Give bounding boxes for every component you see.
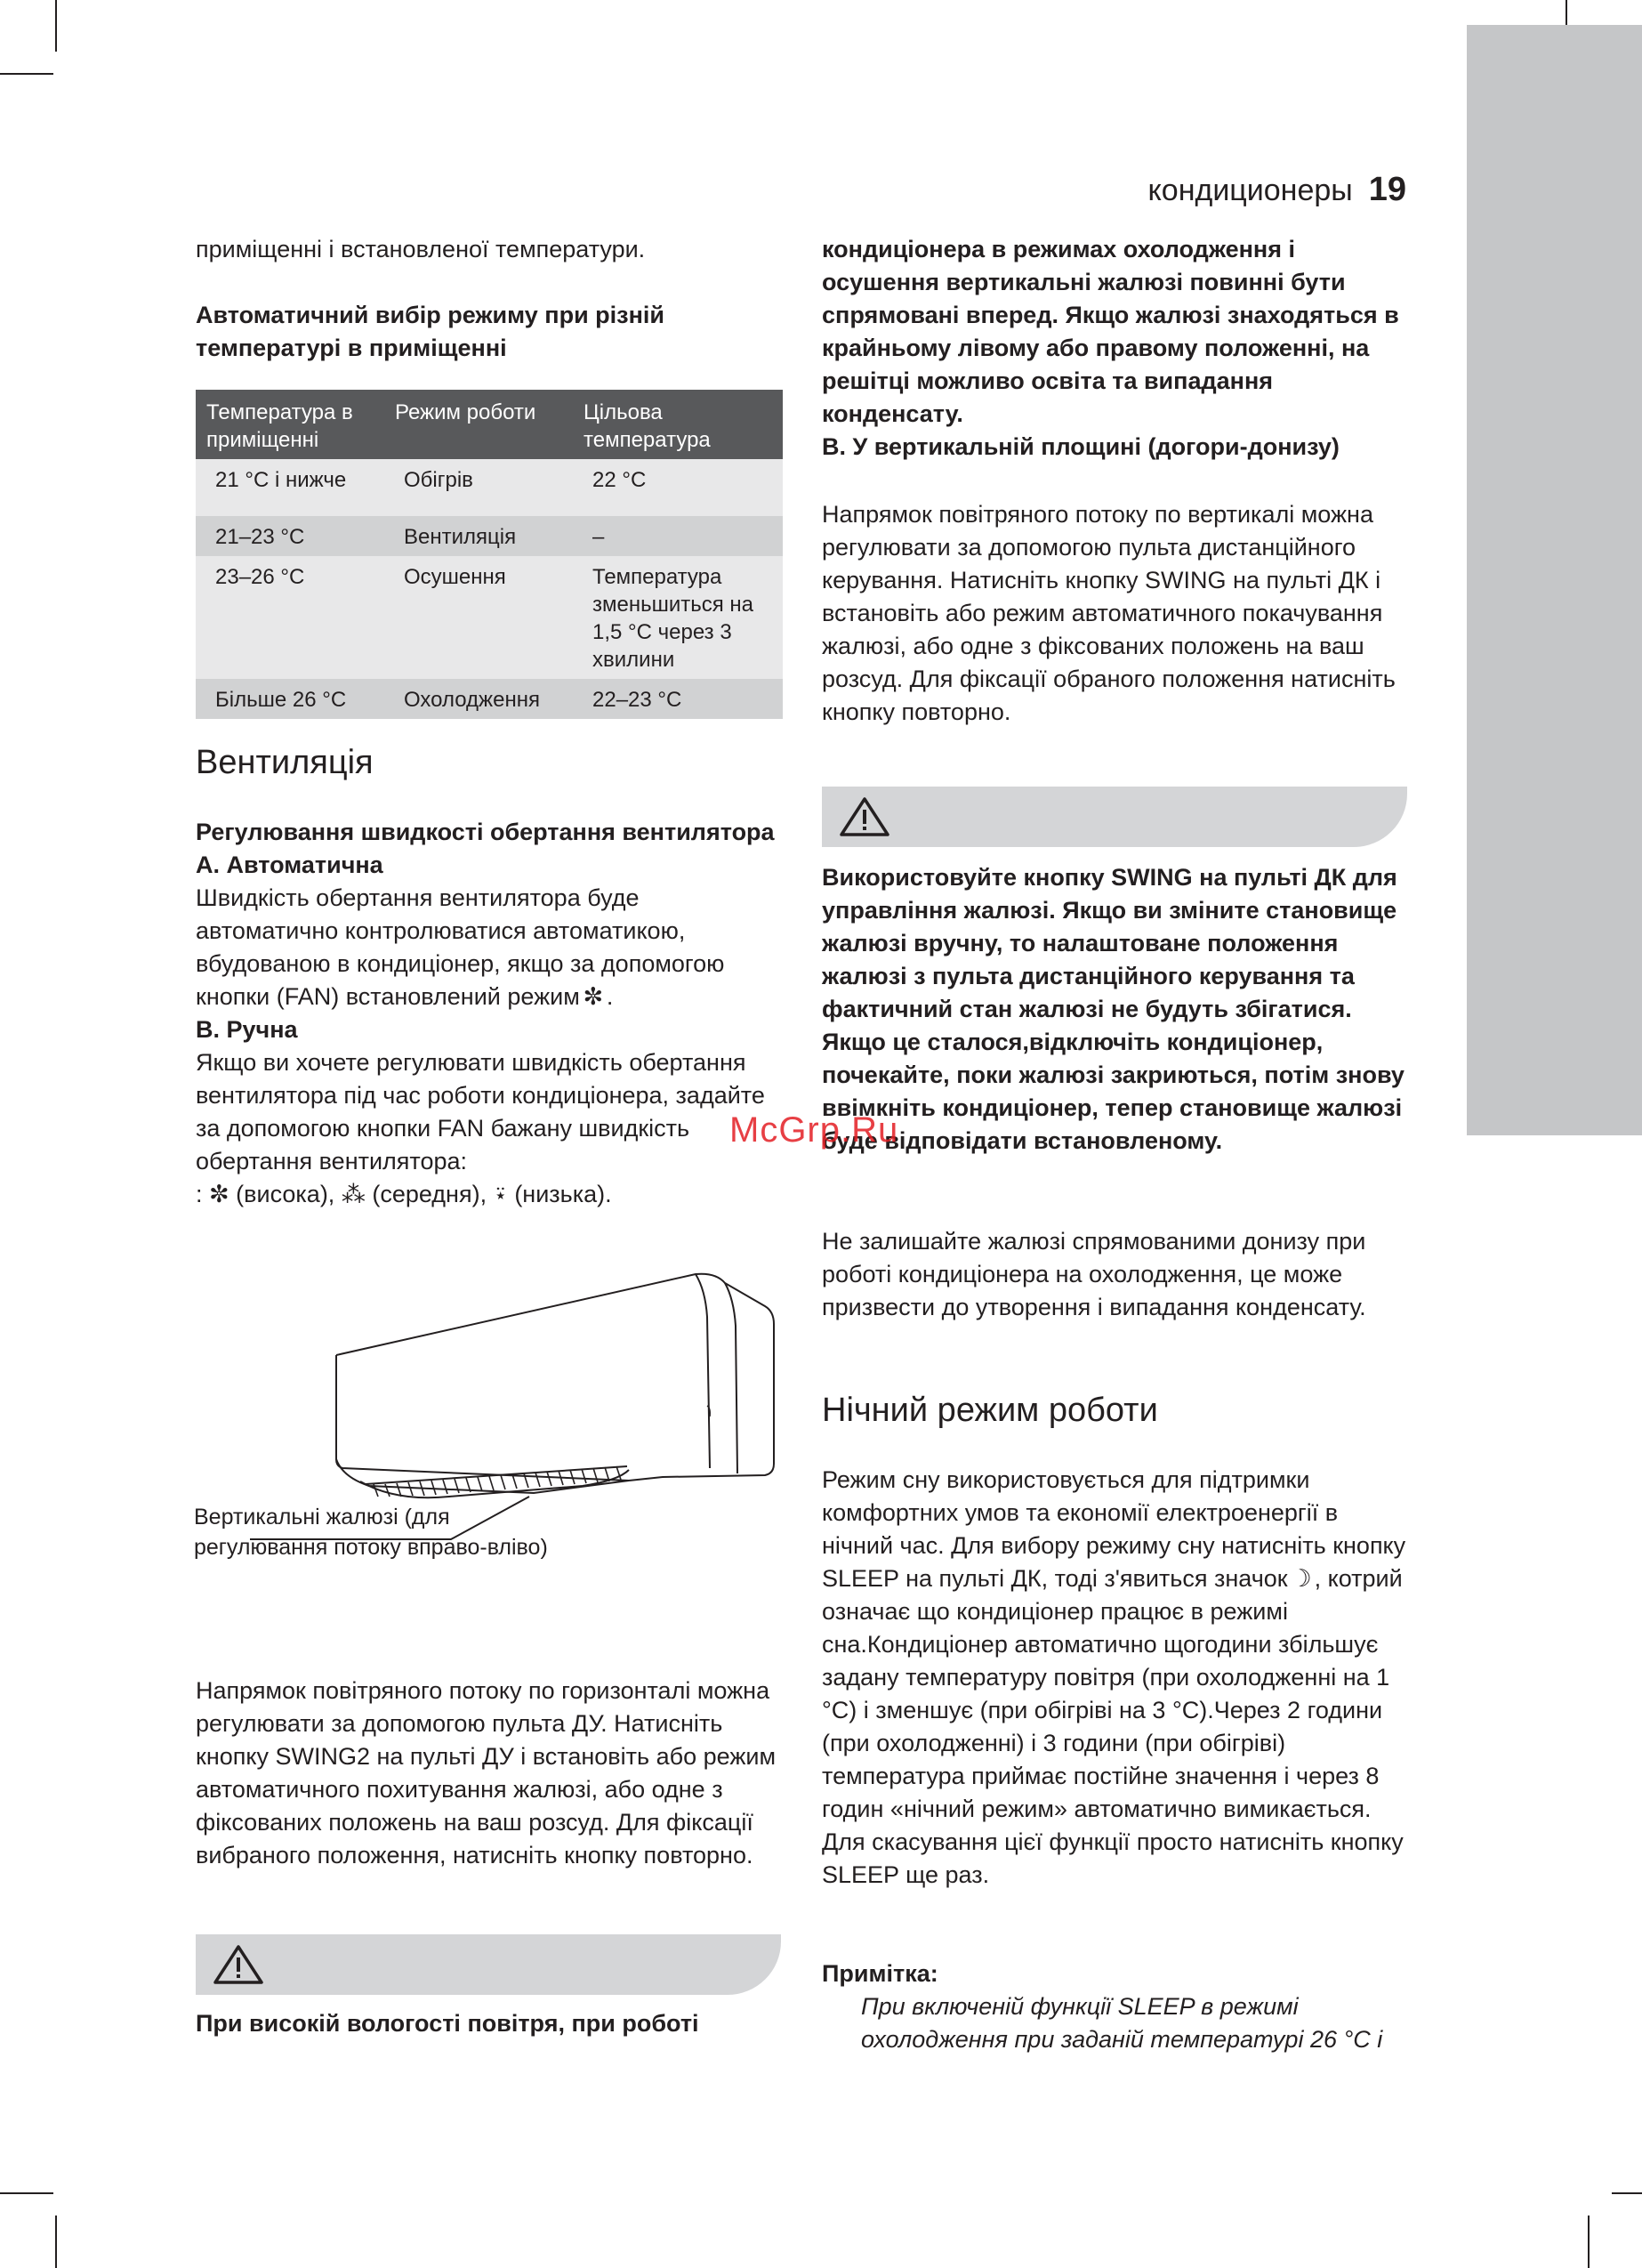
crop-mark [55,2216,57,2268]
crop-mark [1588,2216,1590,2268]
crop-mark [55,0,57,52]
auto-label: A. Автоматична [196,852,383,878]
crop-mark [1612,2192,1642,2194]
crop-mark [0,2192,53,2194]
table-cell: 21–23 °С [196,516,384,556]
warning-bar-left [196,1934,781,1995]
crop-mark [1566,0,1567,25]
vertical-text: Напрямок повітряного потоку по вертикалі можна регулювати за допомогою пульта дистанційного керування. Натисніть кнопку SWING на пульті ДК і встановіть або режим автоматичного покачування жалюзі, або одне з фіксованих положень на ваш розсуд. Для фіксації обраного положення натисніть кнопку повторно. [822,501,1396,725]
side-tab [1467,25,1642,1135]
fan-low-icon: ⍣ [493,1181,508,1207]
table-cell: 23–26 °С [196,556,384,679]
warning-icon [212,1943,265,1986]
table-cell: Обігрів [384,459,573,516]
table-cell: 22–23 °С [573,679,783,719]
horizontal-text: Напрямок повітряного потоку по горизонталі можна регулювати за допомогою пульта ДУ. Натисніть кнопку SWING2 на пульті ДУ і встановіть або режим автоматичного похитування жалюзі, або одне з фіксованих положень на ваш розсуд. Для фіксації вибраного положення, натисніть кнопку повторно. [196,1677,777,1868]
manual-text: Якщо ви хочете регулювати швидкість обертання вентилятора під час роботи кондиціонера, задайте за допомогою кнопки FAN бажану швидкість обертання вентилятора: [196,1049,765,1174]
vertical-heading: B. У вертикальній площині (догори-донизу) [822,433,1340,460]
warning-continued: кондиціонера в режимах охолодження і осушення вертикальні жалюзі повинні бути спрямовані вперед. Якщо жалюзі знаходяться в крайньому лівому або правому положенні, на решітці можливо освіта та випадання конденсату. B. У вертикальній площині (догори-донизу) [822,233,1409,464]
header-section: кондиционеры [1147,174,1353,207]
fan-mid-icon: ⁂ [341,1181,366,1207]
left-intro-block [196,233,783,266]
mode-table [196,390,783,719]
night-block [822,1464,1409,1892]
swing-warning: Використовуйте кнопку SWING на пульті ДК для управління жалюзі. Якщо ви зміните становище жалюзі вручну, то налаштоване положення жалюзі з пульта дистанційного керування та фактичний стан жалюзі не будуть збігатися. Якщо це сталося,відключіть кондиціонер, почекайте, поки жалюзі закриються, потім знову ввімкніть кондиціонер, тепер становище жалюзі буде відповідати встановленому. [822,864,1405,1154]
note-text: При включеній функції SLEEP в режимі охолодження при заданій температурі 26 °С і [861,1993,1383,2053]
table-cell: Вентиляція [384,516,573,556]
figure-caption: Вертикальні жалюзі (для регулювання потоку вправо-вліво) [194,1505,548,1560]
sleep-moon-icon: ☽ [1290,1565,1312,1592]
table-cell: Осушення [384,556,573,679]
night-text: Режим сну використовується для підтримки комфортних умов та економії електроенергії в нічний час. Для вибору режиму сну натисніть кнопку SLEEP на пульті ДК, тоді з'явиться значок ☽ , котрий означає що кондиціонер працює в режимі сна.Кондиціонер автоматично щогодини збільшує задану температуру повітря (при охолодженні на 1 °С) і зменшує (при обігріві на 3 °С).Через 2 години (при охолодженні) і 3 години (при обігріві) температура приймає постійне значення і через 8 годин «нічний режим» автоматично вимикається. Для скасування цієї функції просто натисніть кнопку SLEEP ще раз. [822,1466,1406,1888]
fan-high-icon: ✼ [209,1181,229,1207]
table-row [196,459,783,516]
auto-text: Швидкість обертання вентилятора буде автоматично контролюватися автоматикою, вбудованою в кондиціонер, якщо за допомогою кнопки (FAN) встановлений режим ✼ . [196,882,783,1013]
table-row [196,516,783,556]
table-row [196,679,783,719]
table-cell: Температура зменьшиться на 1,5 °С через 3 хвилини [573,556,783,679]
table-cell: Охолодження [384,679,573,719]
warning-bar-right [822,787,1407,847]
section-title-ventilation: Вентиляція [196,744,374,781]
table-cell: 21 °С і нижче [196,459,384,516]
horizontal-block [196,1675,783,1872]
table-header-cell: Цільова температура [573,390,783,459]
crop-mark [0,73,53,75]
page-number: 19 [1368,171,1406,208]
note-down-block: Не залишайте жалюзі спрямованими донизу при роботі кондиціонера на охолодження, це може призвести до утворення і випадання конденсату. [822,1228,1366,1320]
table-header-cell: Режим роботи [384,390,573,459]
watermark: McGrp.Ru [729,1110,899,1150]
intro-text: приміщенні і встановленої температури. [196,236,646,262]
table-cell: 22 °С [573,459,783,516]
table-heading: Автоматичний вибір режиму при різній температурі в приміщенні [196,302,665,361]
note-block [822,1957,1409,2056]
fan-speed-heading: Регулювання швидкості обертання вентилятора [196,819,775,845]
vertical-block [822,498,1409,729]
table-header-cell: Температура в приміщенні [196,390,384,459]
manual-label: B. Ручна [196,1016,298,1043]
warning-text-left: При високій вологості повітря, при роботі [196,2010,699,2037]
table-cell: Більше 26 °С [196,679,384,719]
table-cell: – [573,516,783,556]
running-header [1148,171,1406,209]
fan-speeds-line: : ✼ (висока), ⁂ (середня), ⍣ (низька). [196,1181,612,1207]
table-row [196,556,783,679]
warning-icon [838,795,891,838]
section-title-night: Нічний режим роботи [822,1392,1158,1429]
note-label: Примітка: [822,1960,938,1987]
fan-auto-icon: ✼ [583,983,604,1010]
fan-speed-block [196,816,783,1211]
